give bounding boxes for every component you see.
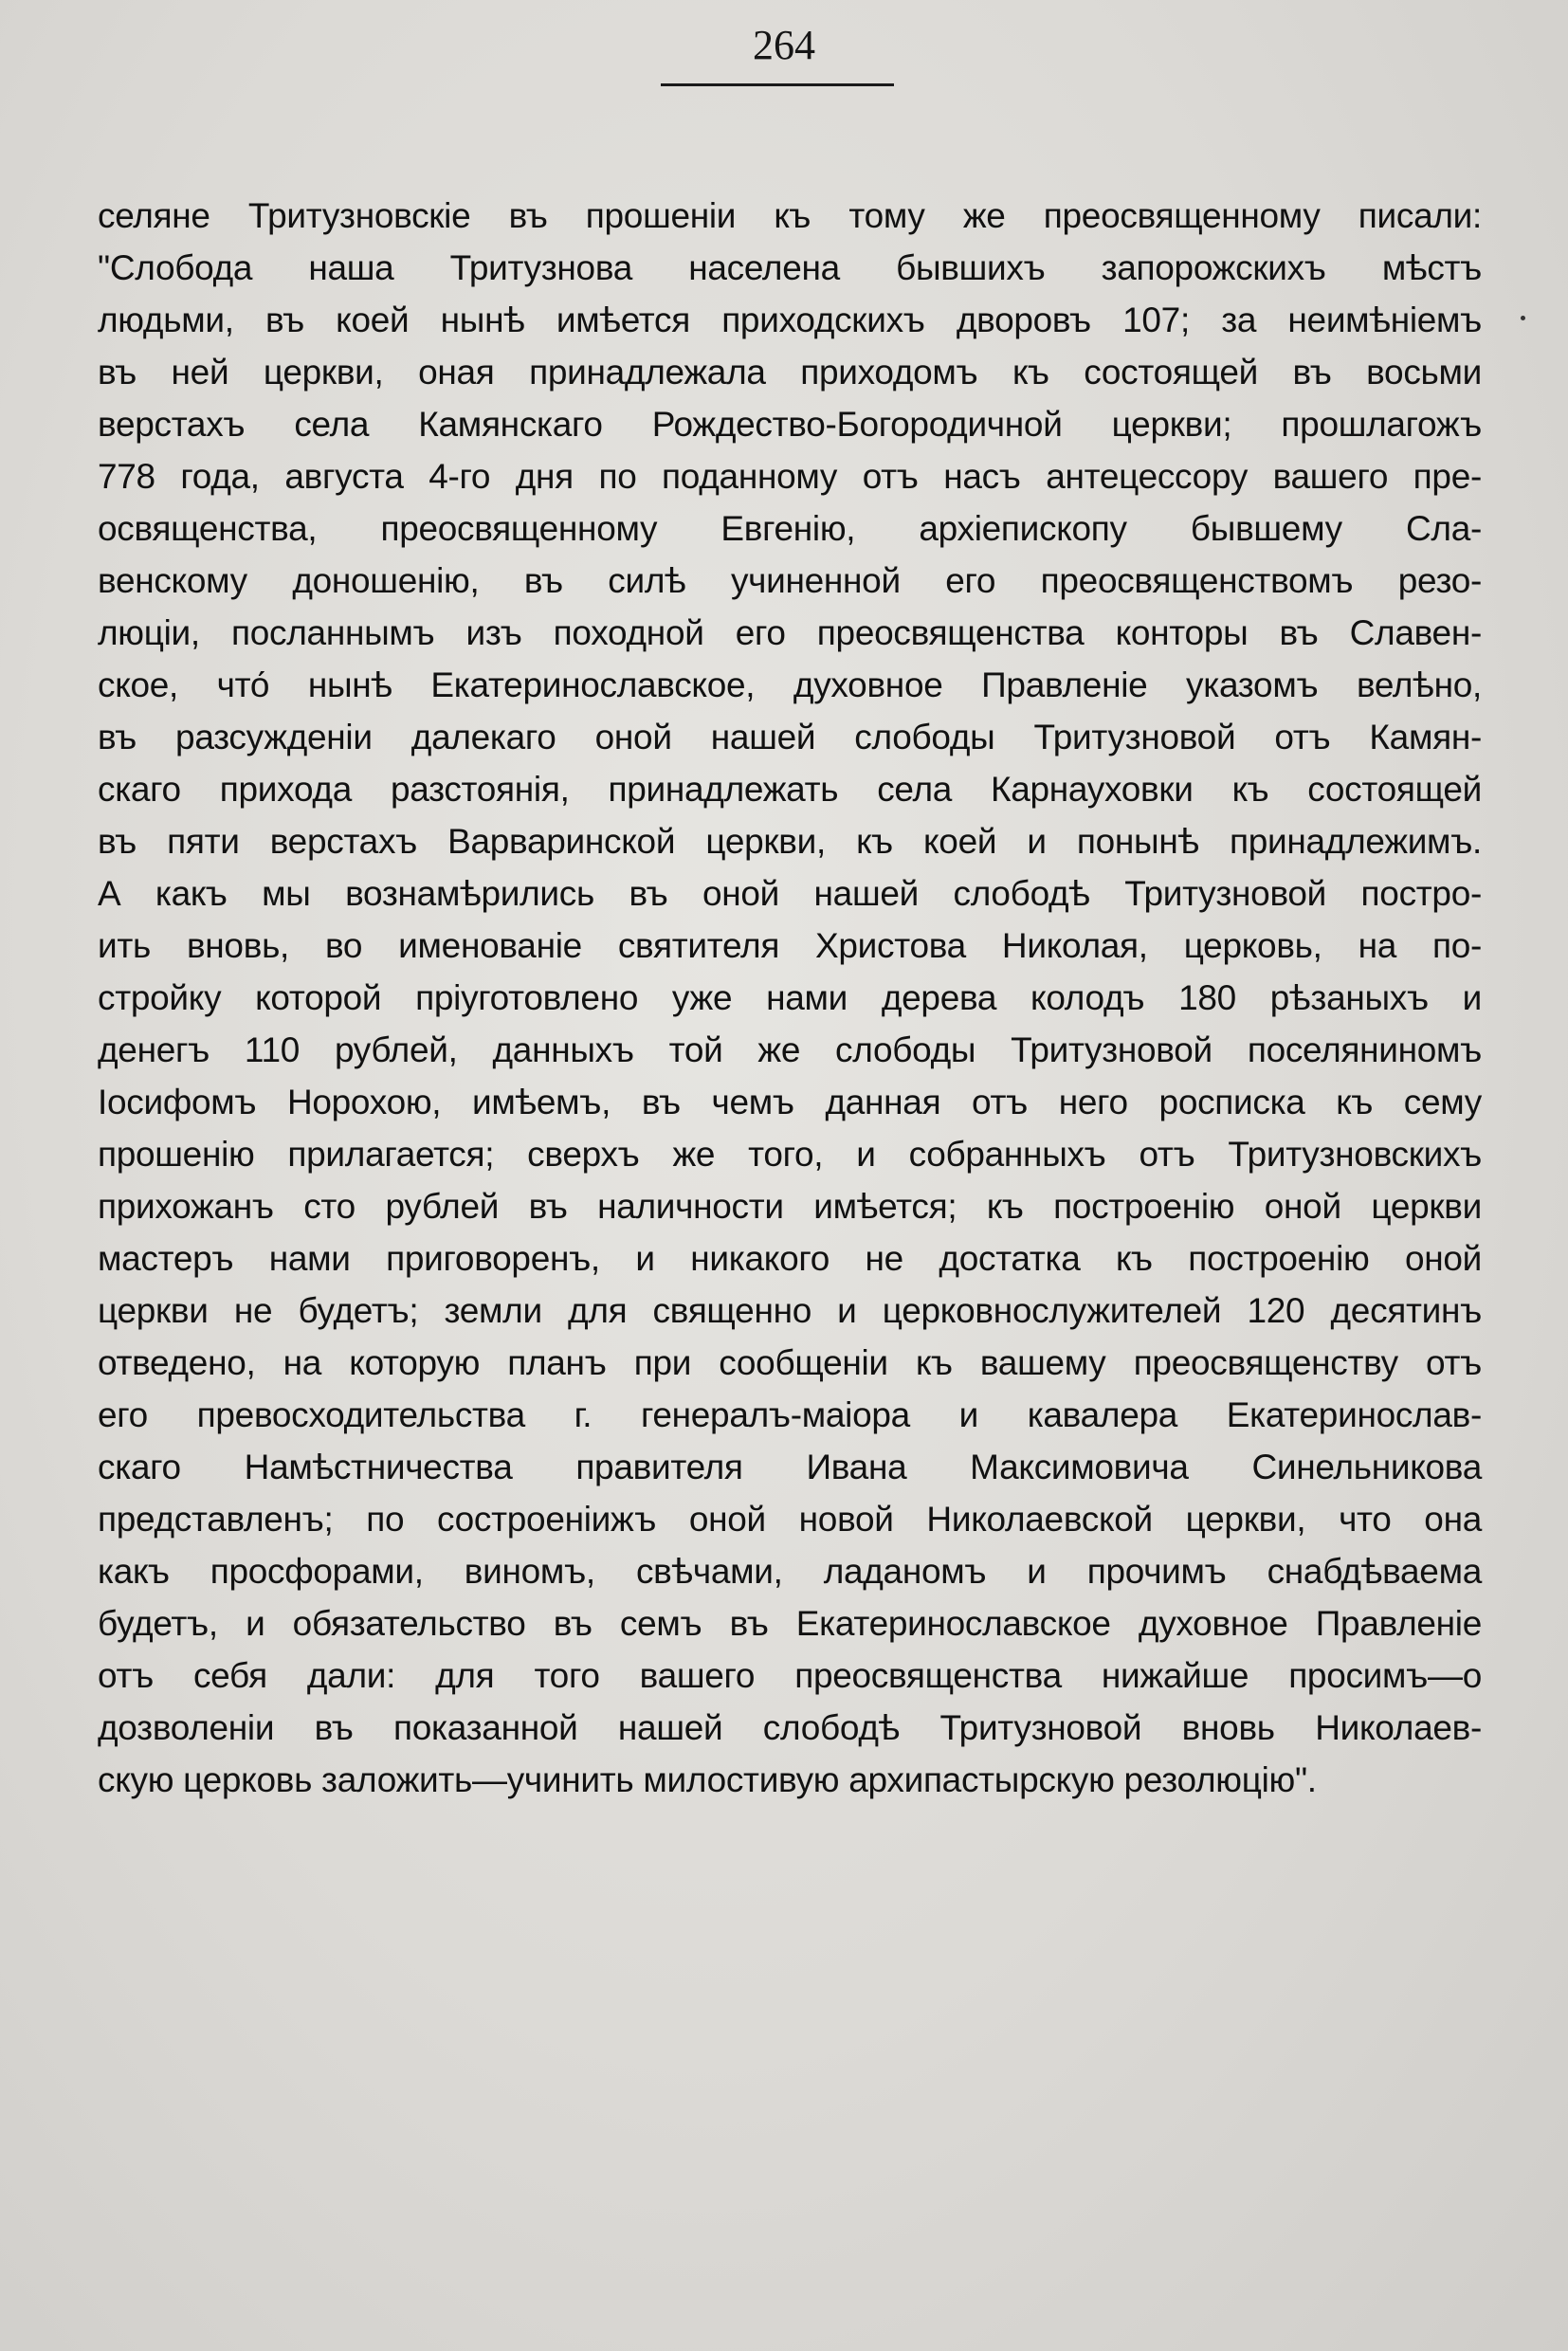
text-line: прошенію прилагается; сверхъ же того, и собранныхъ отъ Тритузновскихъ bbox=[98, 1135, 1482, 1174]
text-line: 778 года, августа 4-го дня по поданному отъ насъ антецессору вашего пре- bbox=[98, 457, 1482, 496]
text-line: ское, что́ нынѣ Екатеринославское, духовное Правленіе указомъ велѣно, bbox=[98, 665, 1482, 704]
text-line: будетъ, и обязательство въ семъ въ Екатеринославское духовное Правленіе bbox=[98, 1604, 1482, 1643]
text-line: его превосходительства г. генералъ-маіора и кавалера Екатеринослав- bbox=[98, 1395, 1482, 1434]
paper-speck bbox=[1521, 316, 1525, 320]
text-line: дозволеніи въ показанной нашей слободѣ Тритузновой вновь Николаев- bbox=[98, 1708, 1482, 1747]
text-line: скаго Намѣстничества правителя Ивана Максимовича Синельникова bbox=[98, 1448, 1482, 1486]
text-line: отъ себя дали: для того вашего преосвященства нижайше просимъ—о bbox=[98, 1656, 1482, 1695]
text-line: денегъ 110 рублей, данныхъ той же слободы Тритузновой поселяниномъ bbox=[98, 1030, 1482, 1069]
text-line: прихожанъ сто рублей въ наличности имѣется; къ построенію оной церкви bbox=[98, 1187, 1482, 1226]
text-line: стройку которой пріуготовлено уже нами дерева колодъ 180 рѣзаныхъ и bbox=[98, 978, 1482, 1017]
text-line: венскому доношенію, въ силѣ учиненной его преосвященствомъ резо- bbox=[98, 561, 1482, 600]
text-line: люціи, посланнымъ изъ походной его преосвященства конторы въ Славен- bbox=[98, 613, 1482, 652]
text-line: церкви не будетъ; земли для священно и церковнослужителей 120 десятинъ bbox=[98, 1291, 1482, 1330]
text-line: людьми, въ коей нынѣ имѣется приходскихъ дворовъ 107; за неимѣніемъ bbox=[98, 301, 1482, 339]
text-line: "Слобода наша Тритузнова населена бывшихъ запорожскихъ мѣстъ bbox=[98, 248, 1482, 287]
body-text bbox=[98, 190, 1482, 1806]
text-line: верстахъ села Камянскаго Рождество-Богородичной церкви; прошлагожъ bbox=[98, 405, 1482, 444]
text-line: ить вновь, во именованіе святителя Христова Николая, церковь, на по- bbox=[98, 926, 1482, 965]
text-line: селяне Тритузновскіе въ прошеніи къ тому же преосвященному писали: bbox=[98, 196, 1482, 235]
text-line: Іосифомъ Норохою, имѣемъ, въ чемъ данная отъ него росписка къ сему bbox=[98, 1083, 1482, 1121]
text-line: какъ просфорами, виномъ, свѣчами, ладаномъ и прочимъ снабдѣваема bbox=[98, 1552, 1482, 1591]
page-number-rule bbox=[661, 83, 894, 86]
text-line: скую церковь заложить—учинить милостивую архипастырскую резолюцію". bbox=[98, 1760, 1317, 1799]
text-line: въ ней церкви, оная принадлежала приходомъ къ состоящей въ восьми bbox=[98, 353, 1482, 392]
text-line: въ пяти верстахъ Варваринской церкви, къ коей и понынѣ принадлежимъ. bbox=[98, 822, 1482, 861]
text-line: освященства, преосвященному Евгенію, архіепископу бывшему Сла- bbox=[98, 509, 1482, 548]
text-line: скаго прихода разстоянія, принадлежать села Карнауховки къ состоящей bbox=[98, 770, 1482, 809]
page-number: 264 bbox=[753, 22, 815, 68]
text-line: мастеръ нами приговоренъ, и никакого не достатка къ построенію оной bbox=[98, 1239, 1482, 1278]
text-line: въ разсужденіи далекаго оной нашей слободы Тритузновой отъ Камян- bbox=[98, 718, 1482, 756]
text-line: А какъ мы вознамѣрились въ оной нашей слободѣ Тритузновой постро- bbox=[98, 874, 1482, 913]
text-line: представленъ; по состроеніижъ оной новой Николаевской церкви, что она bbox=[98, 1500, 1482, 1539]
text-line: отведено, на которую планъ при сообщеніи къ вашему преосвященству отъ bbox=[98, 1343, 1482, 1382]
